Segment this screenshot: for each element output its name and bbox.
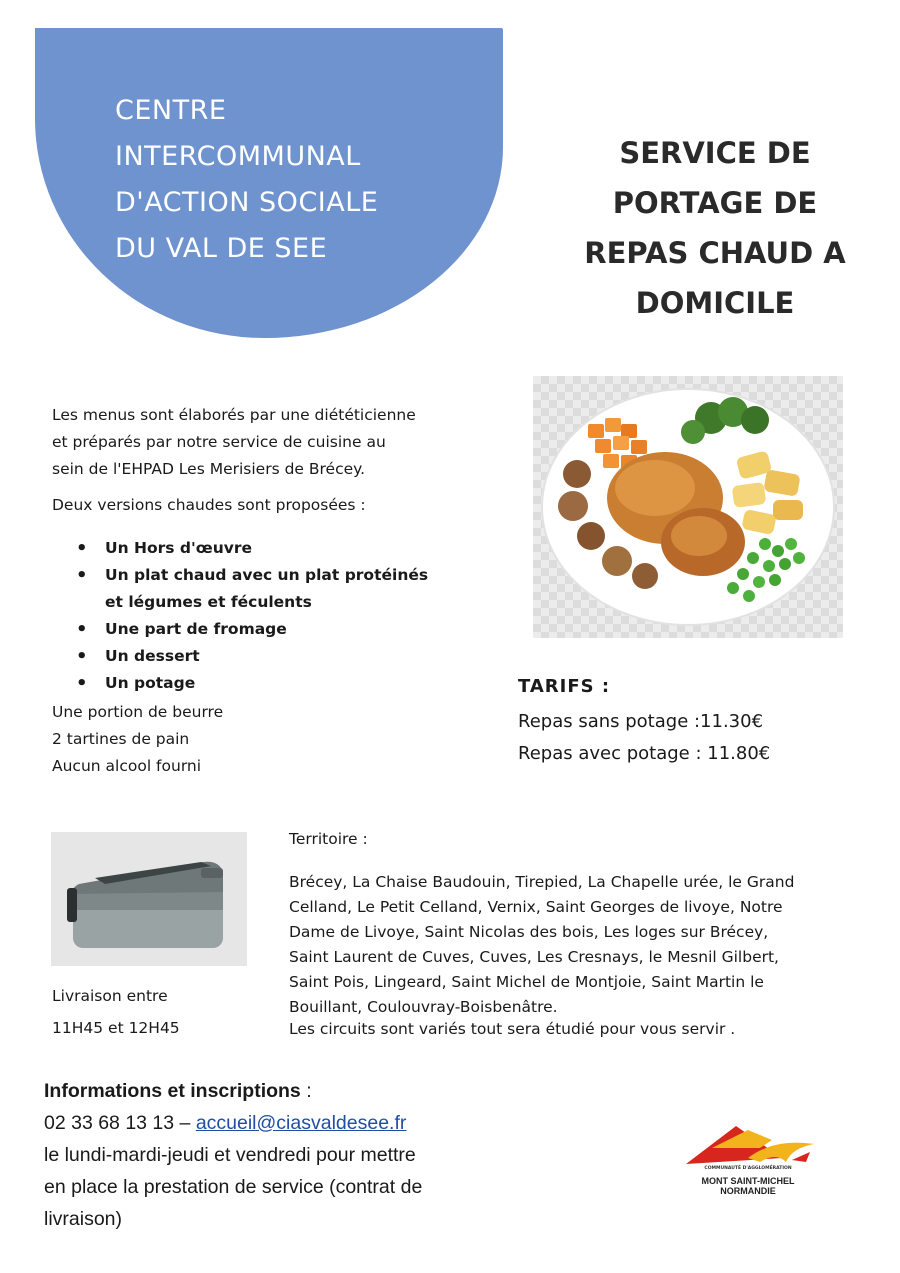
title-line: DOMICILE	[635, 286, 795, 320]
territoire-line: Bouillant, Coulouvray-Boisbenâtre.	[289, 998, 558, 1016]
info-line: le lundi-mardi-jeudi et vendredi pour mettre	[44, 1144, 416, 1166]
territoire-line: Brécey, La Chaise Baudouin, Tirepied, La Chapelle urée, le Grand	[289, 873, 795, 891]
lunchbox-photo	[51, 832, 247, 966]
info-title-colon: :	[300, 1080, 312, 1102]
meal-photo	[533, 376, 843, 638]
territoire-line: Saint Pois, Lingeard, Saint Michel de Montjoie, Saint Martin le	[289, 973, 764, 991]
extras-item: Une portion de beurre	[52, 703, 224, 721]
list-item: • Un Hors d'œuvre	[76, 535, 428, 562]
contact-info	[44, 1075, 514, 1235]
intro-text	[52, 402, 452, 483]
info-line: livraison)	[44, 1208, 123, 1230]
extras-list	[52, 699, 223, 780]
delivery-line: Livraison entre	[52, 987, 168, 1005]
territoire-list	[289, 870, 849, 1020]
intro-line: sein de l'EHPAD Les Merisiers de Brécey.	[52, 460, 366, 478]
extras-item: Aucun alcool fourni	[52, 757, 202, 775]
delivery-hours	[52, 980, 180, 1044]
circuits-note: Les circuits sont variés tout sera étudié pour vous servir .	[289, 1020, 736, 1038]
territoire-heading: Territoire :	[289, 830, 368, 848]
territoire-line: Dame de Livoye, Saint Nicolas des bois, Les loges sur Brécey,	[289, 923, 769, 941]
lunchbox-illustration	[51, 832, 247, 966]
logo-name-line: NORMANDIE	[720, 1186, 776, 1196]
versions-text: Deux versions chaudes sont proposées :	[52, 496, 366, 514]
title-line: SERVICE DE	[619, 136, 811, 170]
extras-item: 2 tartines de pain	[52, 730, 190, 748]
list-item: • Une part de fromage	[76, 616, 428, 643]
price-avec-potage: Repas avec potage : 11.80€	[518, 743, 771, 764]
organization-line: CENTRE	[115, 95, 227, 126]
title-line: REPAS CHAUD A	[584, 236, 846, 270]
logo-name-line: MONT SAINT-MICHEL	[701, 1176, 795, 1186]
logo-subtitle: COMMUNAUTÉ D'AGGLOMÉRATION	[704, 1166, 792, 1171]
organization-line: DU VAL DE SEE	[115, 233, 328, 264]
tarifs-list	[518, 706, 770, 770]
phone-number: 02 33 68 13 13 –	[44, 1112, 196, 1134]
intro-line: Les menus sont élaborés par une diététicienne	[52, 406, 416, 424]
email-link[interactable]: accueil@ciasvaldesee.fr	[195, 1112, 407, 1134]
organization-line: D'ACTION SOCIALE	[115, 187, 379, 218]
delivery-line: 11H45 et 12H45	[52, 1019, 180, 1037]
menu-list	[76, 535, 428, 697]
info-title: Informations et inscriptions	[44, 1080, 301, 1102]
territoire-line: Saint Laurent de Cuves, Cuves, Les Cresnays, le Mesnil Gilbert,	[289, 948, 779, 966]
logo-mark	[664, 1118, 832, 1168]
agglomeration-logo	[664, 1118, 832, 1210]
list-item-continuation: et légumes et féculents	[105, 593, 312, 611]
meal-plate-illustration	[533, 376, 843, 638]
list-item: • Un potage	[76, 670, 428, 697]
tarifs-heading: TARIFS :	[518, 676, 611, 697]
organization-line: INTERCOMMUNAL	[115, 141, 361, 172]
list-item: • Un plat chaud avec un plat protéinés	[76, 562, 428, 589]
logo-name	[664, 1176, 832, 1196]
list-item: • Un dessert	[76, 643, 428, 670]
organization-name	[115, 88, 378, 272]
territoire-line: Celland, Le Petit Celland, Vernix, Saint Georges de livoye, Notre	[289, 898, 783, 916]
page-title	[560, 128, 870, 328]
intro-line: et préparés par notre service de cuisine au	[52, 433, 386, 451]
title-line: PORTAGE DE	[612, 186, 818, 220]
price-sans-potage: Repas sans potage :11.30€	[518, 711, 764, 732]
info-line: en place la prestation de service (contrat de	[44, 1176, 423, 1198]
